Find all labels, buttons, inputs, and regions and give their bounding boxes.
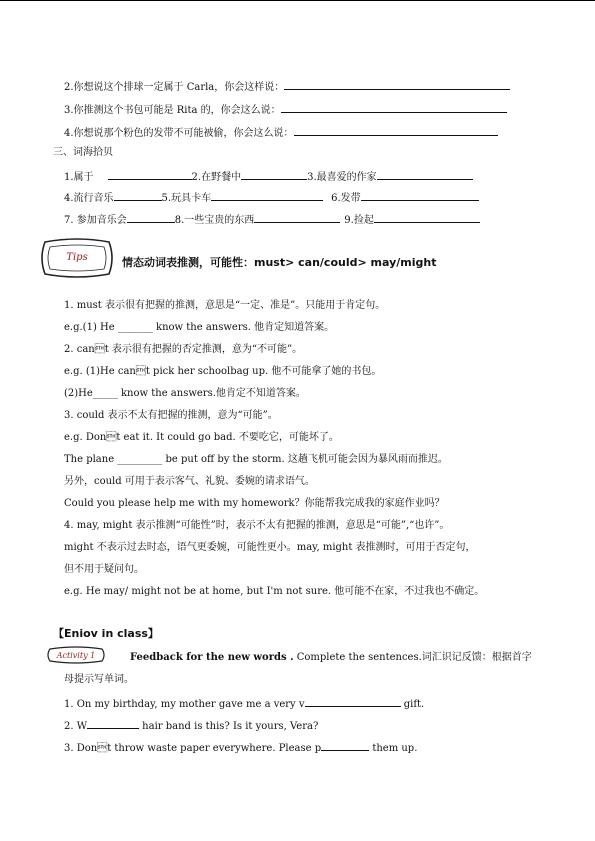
grammar-line: 但不用于疑问句。 xyxy=(64,564,144,575)
vocab-row-2: 4.流行音乐 5.玩具卡车 6.发带 xyxy=(64,189,479,206)
section-title: 三、词海拾贝 xyxy=(53,147,113,158)
exercise-blank[interactable] xyxy=(321,739,369,751)
vocab-blank[interactable] xyxy=(127,211,175,223)
exercise-blank[interactable] xyxy=(87,717,139,729)
vocab-blank[interactable] xyxy=(241,168,307,180)
grammar-line: e.g.(1) He _______ know the answers. 他肯定知道答案。 xyxy=(64,322,335,333)
vocab-blank[interactable] xyxy=(211,189,323,201)
exercise-item-2: 2. W hair band is this? Is it yours, Vera? xyxy=(64,717,318,734)
tips-badge-label: Tips xyxy=(66,252,88,263)
grammar-line: e.g. (1)He cant pick her schoolbag up. 他不可能拿了她的书包。 xyxy=(64,366,382,377)
vocab-blank[interactable] xyxy=(254,211,340,223)
activity-intro: Feedback for the new words . Complete the sentences.词汇识记反馈：根据首字 xyxy=(130,652,532,663)
vocab-blank[interactable] xyxy=(114,189,162,201)
answer-blank[interactable] xyxy=(284,78,510,90)
vocab-blank[interactable] xyxy=(377,168,473,180)
grammar-line: 4. may, might 表示推测“可能性”时，表示不太有把握的推测，意思是“可能”,“也许”。 xyxy=(64,520,450,531)
vocab-row-3: 7. 参加音乐会 8.一些宝贵的东西 9.捡起 xyxy=(64,211,480,228)
tips-title: 情态动词表推测，可能性：must> can/could> may/might xyxy=(122,256,437,269)
question-4: 4.你想说那个粉色的发带不可能被偷，你会这么说： xyxy=(64,124,498,141)
grammar-line: e.g. He may/ might not be at home, but I'm not sure. 他可能不在家，不过我也不确定。 xyxy=(64,586,485,597)
activity-badge-label: Activity 1 xyxy=(56,651,96,660)
vocab-blank[interactable] xyxy=(374,211,480,223)
grammar-line: 2. cant 表示很有把握的否定推测，意为“不可能”。 xyxy=(64,344,303,355)
vocab-row-1: 1.属于 2.在野餐中 3.最喜爱的作家 xyxy=(64,168,473,185)
exercise-item-3: 3. Dont throw waste paper everywhere. Please p them up. xyxy=(64,739,417,756)
grammar-line: 另外，could 可用于表示客气、礼貌、委婉的请求语气。 xyxy=(64,476,315,487)
activity-intro-continued: 母提示写单词。 xyxy=(64,674,134,685)
grammar-line: 3. could 表示不太有把握的推测，意为“可能”。 xyxy=(64,410,278,421)
tips-frame-icon xyxy=(41,238,113,278)
activity-frame-icon xyxy=(47,646,105,664)
grammar-line: Could you please help me with my homework？你能帮我完成我的家庭作业吗？ xyxy=(64,498,445,509)
enjoy-title: 【Eniov in class】 xyxy=(53,627,159,640)
vocab-blank[interactable] xyxy=(108,168,192,180)
question-3: 3.你推测这个书包可能是 Rita 的，你会这么说： xyxy=(64,101,507,118)
exercise-blank[interactable] xyxy=(305,695,401,707)
top-rule xyxy=(0,0,595,1)
grammar-line: The plane _________ be put off by the storm. 这趟飞机可能会因为暴风雨而推迟。 xyxy=(64,454,448,465)
exercise-item-1: 1. On my birthday, my mother gave me a very v gift. xyxy=(64,695,424,712)
activity-badge xyxy=(47,646,105,664)
answer-blank[interactable] xyxy=(294,124,498,136)
grammar-line: might 不表示过去时态，语气更委婉，可能性更小。may, might 表推测时，可用于否定句， xyxy=(64,542,476,553)
question-2: 2.你想说这个排球一定属于 Carla，你会这样说： xyxy=(64,78,510,95)
grammar-line: 1. must 表示很有把握的推测，意思是“一定、准是”。只能用于肯定句。 xyxy=(64,300,386,311)
vocab-blank[interactable] xyxy=(361,189,479,201)
grammar-line: (2)He_____ know the answers.他肯定不知道答案。 xyxy=(64,388,306,399)
tips-badge xyxy=(41,238,113,278)
grammar-line: e.g. Dont eat it. It could go bad. 不要吃它，可能坏了。 xyxy=(64,432,339,443)
answer-blank[interactable] xyxy=(281,101,507,113)
